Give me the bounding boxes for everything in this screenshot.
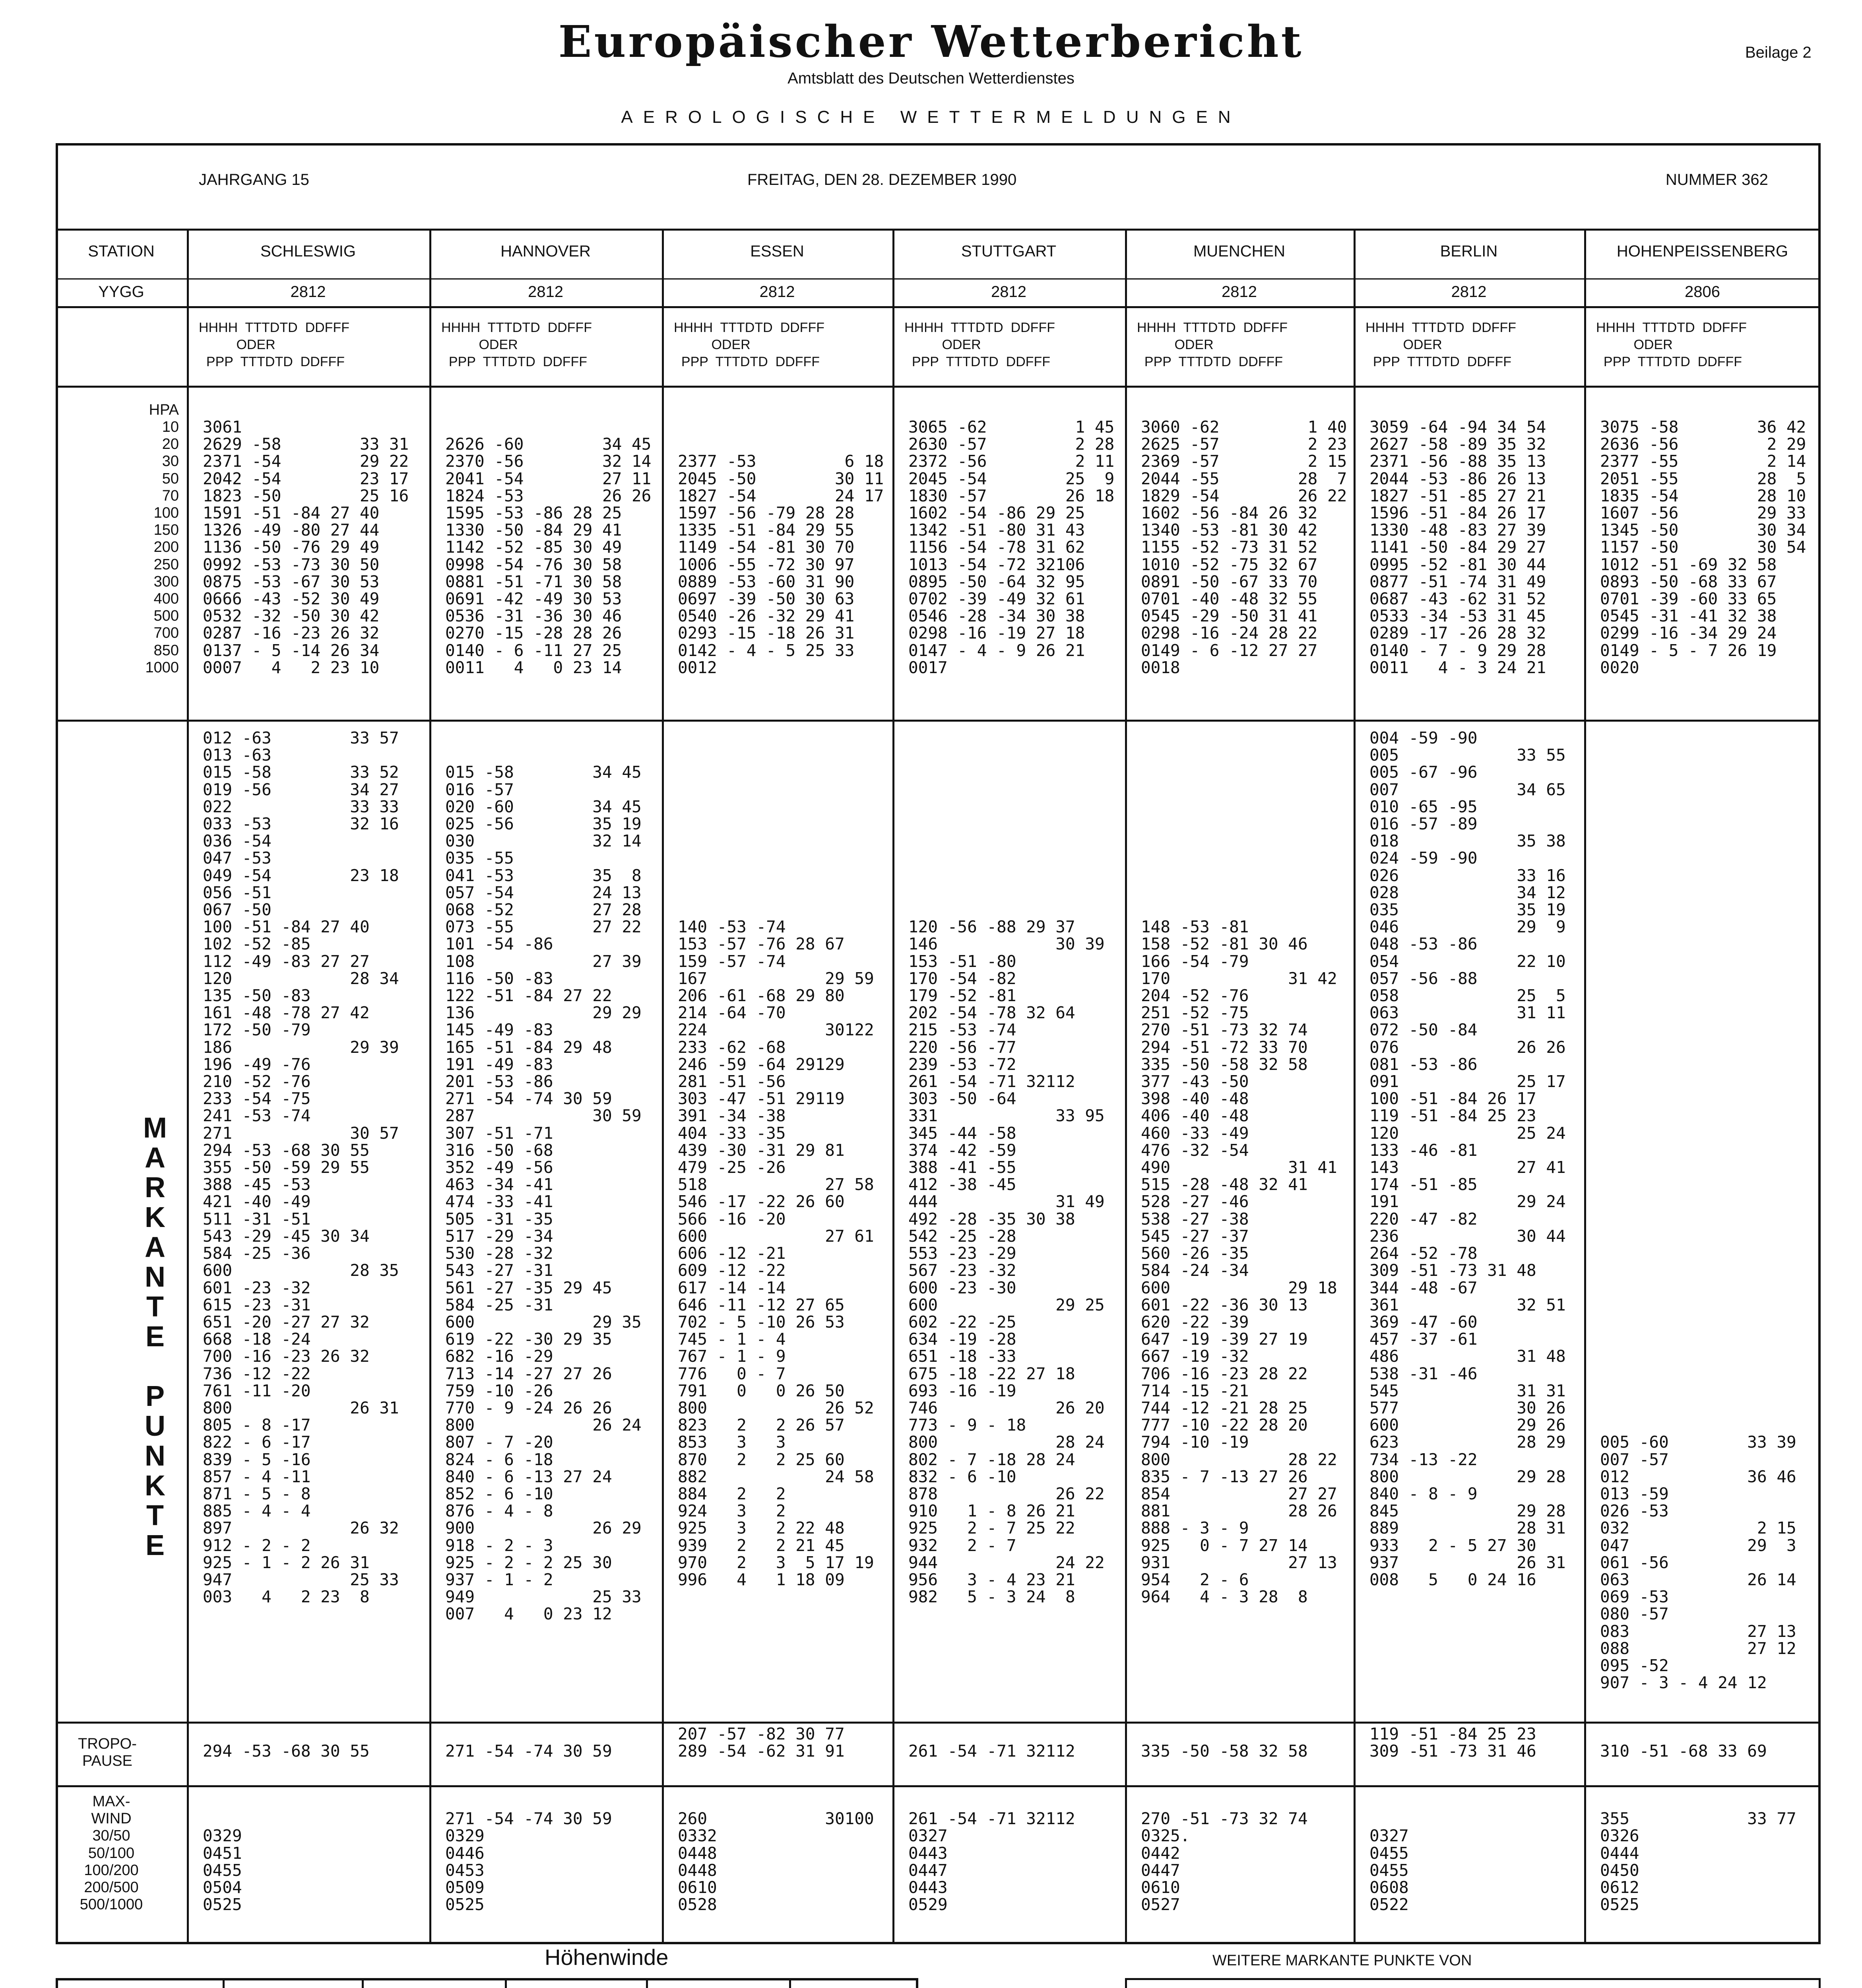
- standard-levels-2: 2377 -53 6 18 2045 -50 30 11 1827 -54 24 17 1597 -56 -79 28 28 1335 -51 -84 29 55 1149 -54 -81 30 70 1006 -55 -72 30 97 0889 -53 -60 31 90 0697 -39 -50 30 63 0540 -26 -32 29 41 0293 -15 -18 26 31 0142 - 4 - 5 25 33 0012: [678, 452, 884, 677]
- maxwind-3: 261 -54 -71 32112 0327 0443 0447 0443 0529: [908, 1809, 1075, 1914]
- col-header-a-5: HHHH TTTDTD DDFFF: [1365, 320, 1516, 335]
- significant-points-5: 004 -59 -90 005 33 55 005 -67 -96 007 34 65 010 -65 -95 016 -57 -89 018 35 38 024 -59 -90 026 33 16 028 34 12 035 35 19 046 29 9 048 -53 -86 054 22 10 057 -56 -88 058 25 5 063 31 11 072 -50 -84 076 26 26 081 -53 -86 091 25 17 100 -51 -84 26 17 119 -51 -84 25 23 120 25 24 133 -46 -81 143 27 41 174 -51 -85 191 29 24 220 -47 -82 236 30 44 264 -52 -78 309 -51 -73 31 48 344 -48 -67 361 32 51 369 -47 -60 457 -37 -61 486 31 48 538 -31 -46 545 31 31 577 30 26 600 29 26 623 28 29 734 -13 -22 800 29 28 840 - 8 - 9 845 29 28 889 28 31 933 2 - 5 27 30 937 26 31 008 5 0 24 16: [1369, 728, 1566, 1589]
- tropopause-4: 335 -50 -58 32 58: [1141, 1741, 1308, 1761]
- col-header-a-6: HHHH TTTDTD DDFFF: [1596, 320, 1747, 335]
- hoehenwinde-title: Höhenwinde: [545, 1945, 669, 1970]
- significant-points-6: 005 -60 33 39 007 -57 012 36 46 013 -59 026 -53 032 2 15 047 29 3 061 -56 063 26 14 069 -53 080 -57 083 27 13 088 27 12 095 -52 907 - 3 - 4 24 12: [1600, 1433, 1796, 1693]
- tropopause-6: 310 -51 -68 33 69: [1600, 1741, 1767, 1761]
- col-header-b-1: ODER: [441, 337, 518, 352]
- station-name-0: SCHLESWIG: [260, 243, 356, 260]
- standard-levels-3: 3065 -62 1 45 2630 -57 2 28 2372 -56 2 11 2045 -54 25 9 1830 -57 26 18 1602 -54 -86 29 25 1342 -51 -80 31 43 1156 -54 -78 31 62 1013 -54 -72 32106 0895 -50 -64 32 95 0702 -39 -49 32 61 0546 -28 -34 30 38 0298 -16 -19 27 18 0147 - 4 - 9 26 21 0017: [908, 417, 1115, 677]
- col-header-b-4: ODER: [1137, 337, 1214, 352]
- yygg-label: YYGG: [98, 283, 144, 301]
- hpa-label: HPA: [149, 402, 179, 418]
- station-name-3: STUTTGART: [961, 243, 1057, 260]
- datum: FREITAG, DEN 28. DEZEMBER 1990: [747, 171, 1017, 188]
- markante-punkte-label: M A R K A N T E P U N K T E: [143, 1112, 167, 1561]
- jahrgang: JAHRGANG 15: [199, 171, 309, 188]
- significant-points-2: 140 -53 -74 153 -57 -76 28 67 159 -57 -74 167 29 59 206 -61 -68 29 80 214 -64 -70 224 30122 233 -62 -68 246 -59 -64 29129 281 -51 -56 303 -47 -51 29119 391 -34 -38 404 -33 -35 439 -30 -31 29 81 479 -25 -26 518 27 58 546 -17 -22 26 60 566 -16 -20 600 27 61 606 -12 -21 609 -12 -22 617 -14 -14 646 -11 -12 27 65 702 - 5 -10 26 53 745 - 1 - 4 767 - 1 - 9 776 0 - 7 791 0 0 26 50 800 26 52 823 2 2 26 57 853 3 3 870 2 2 25 60 882 24 58 884 2 2 924 3 2 925 3 2 22 48 939 2 2 21 45 970 2 3 5 17 19 996 4 1 18 09: [678, 917, 874, 1589]
- tropopause-1: 271 -54 -74 30 59: [445, 1741, 612, 1761]
- tropopause-0: 294 -53 -68 30 55: [203, 1741, 370, 1761]
- page-title: Europäischer Wetterbericht: [558, 16, 1304, 67]
- col-header-a-4: HHHH TTTDTD DDFFF: [1137, 320, 1288, 335]
- col-header-b-0: ODER: [199, 337, 275, 352]
- station-yygg-1: 2812: [528, 283, 563, 301]
- col-header-c-5: PPP TTTDTD DDFFF: [1365, 354, 1512, 369]
- col-header-b-5: ODER: [1365, 337, 1442, 352]
- significant-points-3: 120 -56 -88 29 37 146 30 39 153 -51 -80 170 -54 -82 179 -52 -81 202 -54 -78 32 64 215 -53 -74 220 -56 -77 239 -53 -72 261 -54 -71 32112 303 -50 -64 331 33 95 345 -44 -58 374 -42 -59 388 -41 -55 412 -38 -45 444 31 49 492 -28 -35 30 38 542 -25 -28 553 -23 -29 567 -23 -32 600 -23 -30 600 29 25 602 -22 -25 634 -19 -28 651 -18 -33 675 -18 -22 27 18 693 -16 -19 746 26 20 773 - 9 - 18 800 28 24 802 - 7 -18 28 24 832 - 6 -10 878 26 22 910 1 - 8 26 21 925 2 - 7 25 22 932 2 - 7 944 24 22 956 3 - 4 23 21 982 5 - 3 24 8: [908, 917, 1105, 1607]
- station-name-5: BERLIN: [1440, 243, 1498, 260]
- col-header-c-1: PPP TTTDTD DDFFF: [441, 354, 588, 369]
- col-header-b-2: ODER: [674, 337, 751, 352]
- weitere-title: WEITERE MARKANTE PUNKTE VON: [1212, 1952, 1472, 1969]
- col-header-b-3: ODER: [904, 337, 981, 352]
- tropopause-label: TROPO- PAUSE: [78, 1736, 137, 1770]
- col-header-c-0: PPP TTTDTD DDFFF: [199, 354, 345, 369]
- maxwind-6: 355 33 77 0326 0444 0450 0612 0525: [1600, 1809, 1796, 1914]
- section-title: AEROLOGISCHE WETTERMELDUNGEN: [621, 107, 1241, 127]
- station-yygg-2: 2812: [759, 283, 795, 301]
- tropopause-5: 119 -51 -84 25 23 309 -51 -73 31 46: [1369, 1724, 1536, 1761]
- page-subtitle: Amtsblatt des Deutschen Wetterdienstes: [787, 70, 1075, 87]
- maxwind-5: 0327 0455 0455 0608 0522: [1369, 1826, 1409, 1914]
- col-header-a-1: HHHH TTTDTD DDFFF: [441, 320, 592, 335]
- col-header-c-6: PPP TTTDTD DDFFF: [1596, 354, 1742, 369]
- beilage-label: Beilage 2: [1745, 44, 1812, 61]
- col-header-c-4: PPP TTTDTD DDFFF: [1137, 354, 1283, 369]
- station-label: STATION: [88, 243, 155, 260]
- standard-levels-5: 3059 -64 -94 34 54 2627 -58 -89 35 32 2371 -56 -88 35 13 2044 -53 -86 26 13 1827 -51 -85 27 21 1596 -51 -84 26 17 1330 -48 -83 27 39 1141 -50 -84 29 27 0995 -52 -81 30 44 0877 -51 -74 31 49 0687 -43 -62 31 52 0533 -34 -53 31 45 0289 -17 -26 28 32 0140 - 7 - 9 29 28 0011 4 - 3 24 21: [1369, 417, 1546, 677]
- station-name-6: HOHENPEISSENBERG: [1616, 243, 1788, 260]
- standard-levels-1: 2626 -60 34 45 2370 -56 32 14 2041 -54 27 11 1824 -53 26 26 1595 -53 -86 28 25 1330 -50 -84 29 41 1142 -52 -85 30 49 0998 -54 -76 30 58 0881 -51 -71 30 58 0691 -42 -49 30 53 0536 -31 -36 30 46 0270 -15 -28 28 26 0140 - 6 -11 27 25 0011 4 0 23 14: [445, 435, 652, 677]
- standard-levels-6: 3075 -58 36 42 2636 -56 2 29 2377 -55 2 14 2051 -55 28 5 1835 -54 28 10 1607 -56 29 33 1345 -50 30 34 1157 -50 30 54 1012 -51 -69 32 58 0893 -50 -68 33 67 0701 -39 -60 33 65 0545 -31 -41 32 38 0299 -16 -34 29 24 0149 - 5 - 7 26 19 0020: [1600, 417, 1806, 677]
- station-name-1: HANNOVER: [500, 243, 591, 260]
- station-yygg-6: 2806: [1685, 283, 1720, 301]
- hpa-levels: 10 20 30 50 70 100 150 200 250 300 400 500 700 850 1000: [145, 419, 179, 676]
- station-yygg-3: 2812: [991, 283, 1026, 301]
- significant-points-0: 012 -63 33 57 013 -63 015 -58 33 52 019 -56 34 27 022 33 33 033 -53 32 16 036 -54 047 -53 049 -54 23 18 056 -51 067 -50 100 -51 -84 27 40 102 -52 -85 112 -49 -83 27 27 120 28 34 135 -50 -83 161 -48 -78 27 42 172 -50 -79 186 29 39 196 -49 -76 210 -52 -76 233 -54 -75 241 -53 -74 271 30 57 294 -53 -68 30 55 355 -50 -59 29 55 388 -45 -53 421 -40 -49 511 -31 -51 543 -29 -45 30 34 584 -25 -36 600 28 35 601 -23 -32 615 -23 -31 651 -20 -27 27 32 668 -18 -24 700 -16 -23 26 32 736 -12 -22 761 -11 -20 800 26 31 805 - 8 -17 822 - 6 -17 839 - 5 -16 857 - 4 -11 871 - 5 - 8 885 - 4 - 4 897 26 32 912 - 2 - 2 925 - 1 - 2 26 31 947 25 33 003 4 2 23 8: [203, 728, 399, 1607]
- station-name-2: ESSEN: [750, 243, 804, 260]
- significant-points-1: 015 -58 34 45 016 -57 020 -60 34 45 025 -56 35 19 030 32 14 035 -55 041 -53 35 8 057 -54 24 13 068 -52 27 28 073 -55 27 22 101 -54 -86 108 27 39 116 -50 -83 122 -51 -84 27 22 136 29 29 145 -49 -83 165 -51 -84 29 48 191 -49 -83 201 -53 -86 271 -54 -74 30 59 287 30 59 307 -51 -71 316 -50 -68 352 -49 -56 463 -34 -41 474 -33 -41 505 -31 -35 517 -29 -34 530 -28 -32 543 -27 -31 561 -27 -35 29 45 584 -25 -31 600 29 35 619 -22 -30 29 35 682 -16 -29 713 -14 -27 27 26 759 -10 -26 770 - 9 -24 26 26 800 26 24 807 - 7 -20 824 - 6 -18 840 - 6 -13 27 24 852 - 6 -10 876 - 4 - 8 900 26 29 918 - 2 - 3 925 - 2 - 2 25 30 937 - 1 - 2 949 25 33 007 4 0 23 12: [445, 763, 642, 1624]
- standard-levels-0: 3061 2629 -58 33 31 2371 -54 29 22 2042 -54 23 17 1823 -50 25 16 1591 -51 -84 27 40 1326 -49 -80 27 44 1136 -50 -76 29 49 0992 -53 -73 30 50 0875 -53 -67 30 53 0666 -43 -52 30 49 0532 -32 -50 30 42 0287 -16 -23 26 32 0137 - 5 -14 26 34 0007 4 2 23 10: [203, 417, 409, 677]
- maxwind-1: 271 -54 -74 30 59 0329 0446 0453 0509 0525: [445, 1809, 612, 1914]
- station-yygg-5: 2812: [1451, 283, 1487, 301]
- maxwind-2: 260 30100 0332 0448 0448 0610 0528: [678, 1809, 874, 1914]
- weitere-table: [1125, 1978, 1821, 1988]
- col-header-c-3: PPP TTTDTD DDFFF: [904, 354, 1051, 369]
- nummer: NUMMER 362: [1666, 171, 1768, 188]
- station-name-4: MUENCHEN: [1193, 243, 1286, 260]
- tropopause-3: 261 -54 -71 32112: [908, 1741, 1075, 1761]
- maxwind-4: 270 -51 -73 32 74 0325. 0442 0447 0610 0527: [1141, 1809, 1308, 1914]
- station-yygg-4: 2812: [1222, 283, 1257, 301]
- col-header-a-2: HHHH TTTDTD DDFFF: [674, 320, 824, 335]
- maxwind-0: 0329 0451 0455 0504 0525: [203, 1826, 242, 1914]
- tropopause-2: 207 -57 -82 30 77 289 -54 -62 31 91: [678, 1724, 845, 1761]
- standard-levels-4: 3060 -62 1 40 2625 -57 2 23 2369 -57 2 15 2044 -55 28 7 1829 -54 26 22 1602 -56 -84 26 32 1340 -53 -81 30 42 1155 -52 -73 31 52 1010 -52 -75 32 67 0891 -50 -67 33 70 0701 -40 -48 32 55 0545 -29 -50 31 41 0298 -16 -24 28 22 0149 - 6 -12 27 27 0018: [1141, 417, 1347, 677]
- col-header-c-2: PPP TTTDTD DDFFF: [674, 354, 820, 369]
- station-yygg-0: 2812: [290, 283, 326, 301]
- significant-points-4: 148 -53 -81 158 -52 -81 30 46 166 -54 -79 170 31 42 204 -52 -76 251 -52 -75 270 -51 -73 32 74 294 -51 -72 33 70 335 -50 -58 32 58 377 -43 -50 398 -40 -48 406 -40 -48 460 -33 -49 476 -32 -54 490 31 41 515 -28 -48 32 41 528 -27 -46 538 -27 -38 545 -27 -37 560 -26 -35 584 -24 -34 600 29 18 601 -22 -36 30 13 620 -22 -39 647 -19 -39 27 19 667 -19 -32 706 -16 -23 28 22 714 -15 -21 744 -12 -21 28 25 777 -10 -22 28 20 794 -10 -19 800 28 22 835 - 7 -13 27 26 854 27 27 881 28 26 888 - 3 - 9 925 0 - 7 27 14 931 27 13 954 2 - 6 964 4 - 3 28 8: [1141, 917, 1337, 1607]
- col-header-b-6: ODER: [1596, 337, 1673, 352]
- col-header-a-3: HHHH TTTDTD DDFFF: [904, 320, 1055, 335]
- col-header-a-0: HHHH TTTDTD DDFFF: [199, 320, 349, 335]
- maxwind-label: MAX- WIND 30/50 50/100 100/200 200/500 500/1000: [80, 1793, 143, 1913]
